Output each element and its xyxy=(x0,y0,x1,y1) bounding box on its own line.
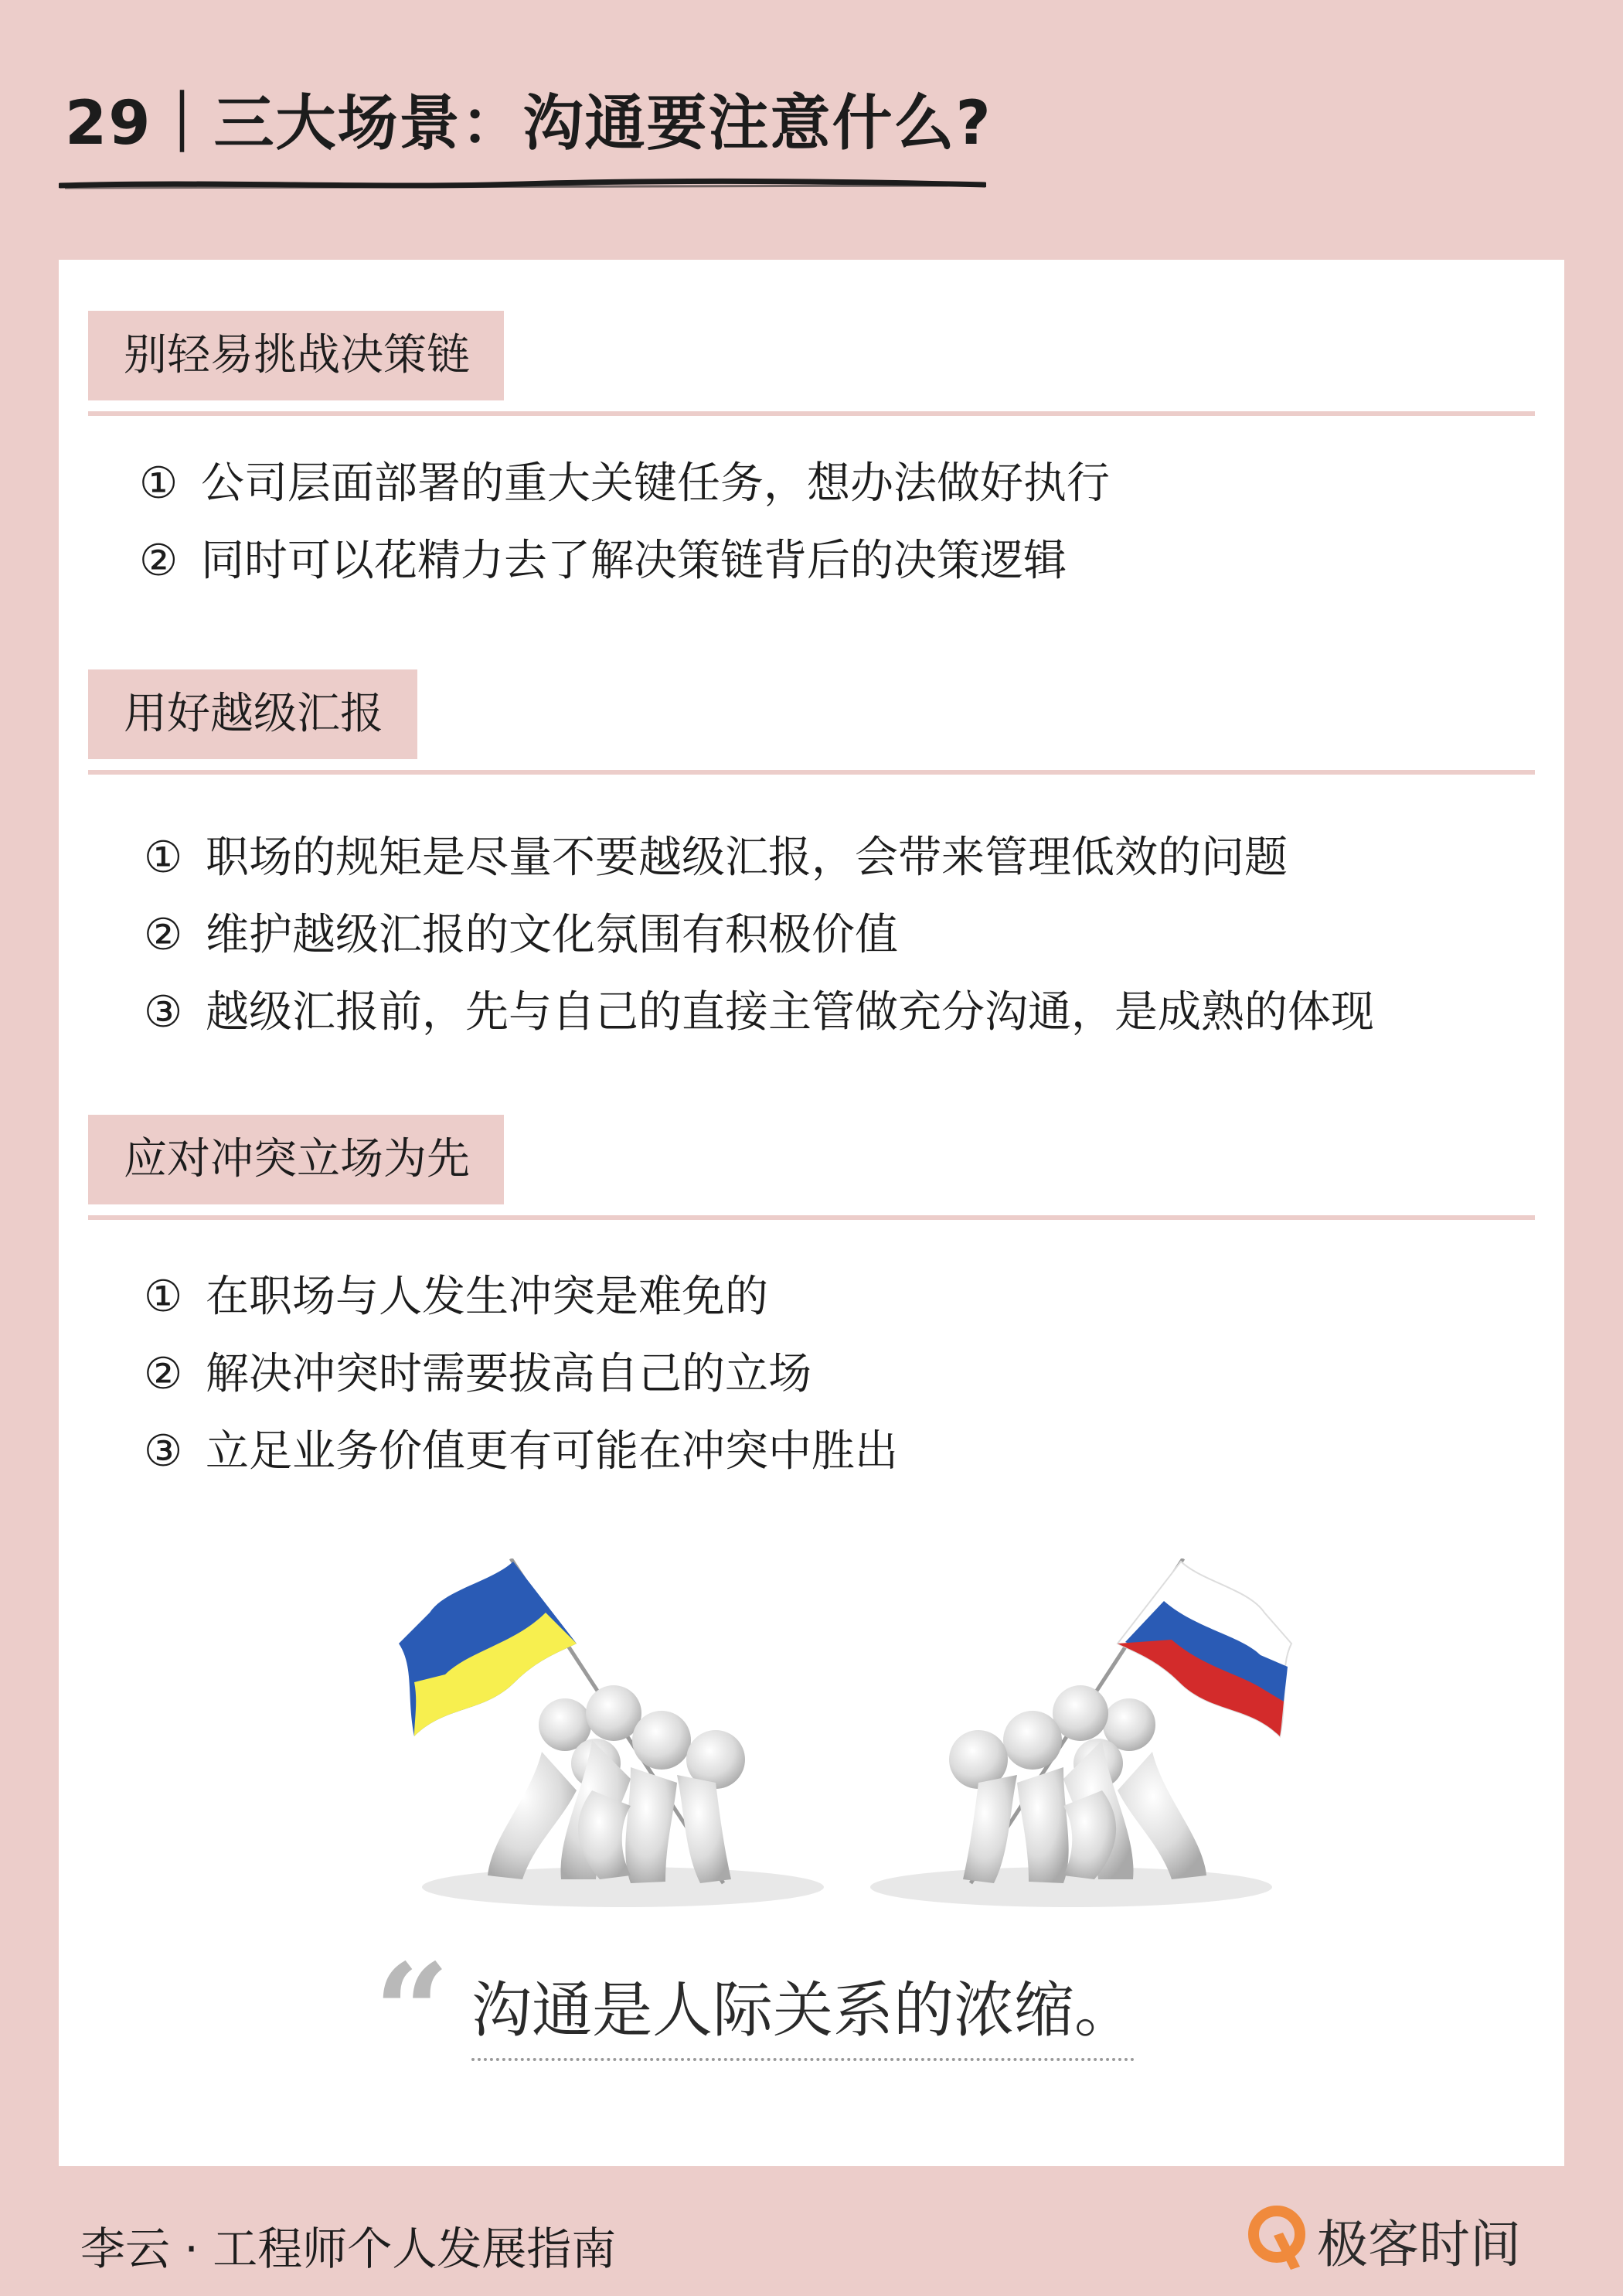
item-text: 立足业务价值更有可能在冲突中胜出 xyxy=(206,1426,898,1477)
geektime-logo-icon xyxy=(1246,2205,1311,2274)
section-divider xyxy=(88,1215,1535,1220)
item-text: 公司层面部署的重大关键任务，想办法做好执行 xyxy=(201,458,1110,509)
flag-raising-illustration xyxy=(399,1558,1295,1930)
item-text: 越级汇报前，先与自己的直接主管做充分沟通，是成熟的体现 xyxy=(206,987,1374,1037)
item-text: 同时可以花精力去了解决策链背后的决策逻辑 xyxy=(201,536,1067,586)
item-number: ③ xyxy=(144,987,183,1037)
item-number: ② xyxy=(139,536,179,586)
item-number: ② xyxy=(144,910,183,960)
quote-text: 沟通是人际关系的浓缩。 xyxy=(471,1968,1135,2061)
footer-author: 李云 · 工程师个人发展指南 xyxy=(80,2223,617,2275)
section-label-decision-chain: 别轻易挑战决策链 xyxy=(88,311,504,400)
list-item xyxy=(144,827,1288,889)
section-label-skip-level-report: 用好越级汇报 xyxy=(88,669,417,759)
list-item xyxy=(144,1344,812,1405)
title-underline xyxy=(59,176,986,193)
footer-brand xyxy=(1246,2205,1521,2274)
figures-with-white-blue-red-flag-icon xyxy=(949,1558,1291,1883)
list-item xyxy=(144,1421,898,1483)
section-divider xyxy=(88,411,1535,416)
list-item xyxy=(144,982,1374,1044)
content-card xyxy=(59,260,1564,2166)
section-label-handle-conflict: 应对冲突立场为先 xyxy=(88,1115,504,1204)
item-text: 职场的规矩是尽量不要越级汇报，会带来管理低效的问题 xyxy=(206,833,1288,883)
item-text: 解决冲突时需要拔高自己的立场 xyxy=(206,1349,812,1399)
list-item xyxy=(139,530,1067,592)
item-text: 在职场与人发生冲突是难免的 xyxy=(206,1272,768,1322)
page-title: 29｜三大场景：沟通要注意什么? xyxy=(65,89,992,158)
list-item xyxy=(144,1266,768,1328)
item-number: ② xyxy=(144,1349,183,1399)
item-number: ① xyxy=(144,833,183,883)
item-text: 维护越级汇报的文化氛围有积极价值 xyxy=(206,910,898,960)
section-divider xyxy=(88,770,1535,775)
figures-with-blue-yellow-flag-icon xyxy=(399,1558,745,1883)
item-number: ① xyxy=(144,1272,183,1322)
item-number: ③ xyxy=(144,1426,183,1477)
list-item xyxy=(144,904,898,966)
quote-mark-icon: “ xyxy=(374,1935,450,2090)
brand-name: 极客时间 xyxy=(1317,2214,1521,2274)
item-number: ① xyxy=(139,458,179,509)
list-item xyxy=(139,453,1110,515)
